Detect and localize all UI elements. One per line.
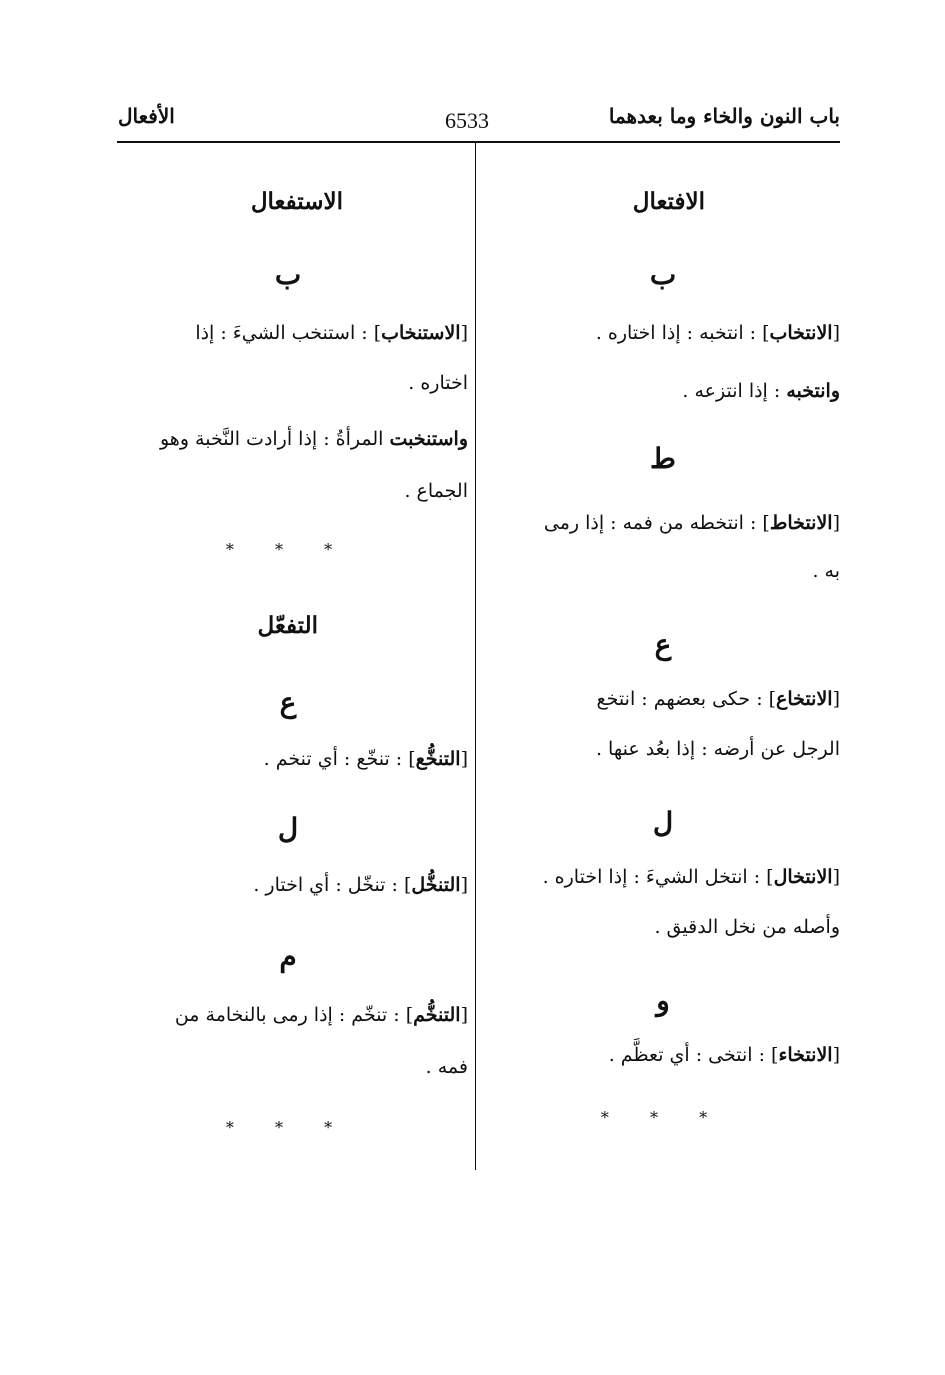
entry-headword: الانتخاع [776,688,833,710]
header-rule [117,141,840,143]
entry-text: : تنخّم : إذا رمى بالنخامة من [174,1004,400,1026]
letter-heading: ل [277,812,299,845]
entry-headword: واستنخبت [389,428,468,450]
entry-headword: الانتخاط [769,512,833,534]
header-chapter-title: باب النون والخاء وما بعدهما [608,104,840,128]
section-separator: * * * [225,540,351,559]
entry: [الانتخاع] : حكى بعضهم : انتخع [596,688,840,710]
entry-text: : انتخطه من فمه : إذا رمى [543,512,757,534]
entry: [الانتخاط] : انتخطه من فمه : إذا رمى [543,512,840,534]
entry-text: : إذا انتزعه . [682,380,781,402]
entry-headword: وانتخبه [786,380,840,402]
letter-heading: ع [279,686,297,719]
entry-text: : انتخبه : إذا اختاره . [595,322,757,344]
entry: [الانتخاء] : انتخى : أي تعظَّم . [608,1044,840,1066]
section-separator: * * * [600,1108,726,1127]
letter-heading: م [279,940,297,973]
entry-text: : حكى بعضهم : انتخع [596,688,763,710]
section-title: التفعّل [257,612,318,639]
entry-continuation: الجماع . [404,480,468,502]
entry: [التنخُّع] : تنخّع : أي تنخم . [263,748,468,770]
entry: [الانتخال] : انتخل الشيءَ : إذا اختاره . [542,866,840,888]
entry-headword: الانتخال [773,866,833,888]
entry: [التنخُّل] : تنخّل : أي اختار . [253,874,468,896]
entry: [الاستنخاب] : استنخب الشيءَ : إذا [195,322,468,344]
entry-continuation: به . [812,560,840,582]
entry-headword: التنخُّل [411,874,461,896]
entry-text: المرأةُ : إذا أرادت النَّخبة وهو [159,428,384,450]
entry [682,380,840,402]
section-title: الاستفعال [250,188,343,215]
section-separator: * * * [225,1118,351,1137]
entry-headword: الانتخاء [778,1044,833,1066]
letter-heading: ب [274,258,302,291]
entry-text: : تنخّع : أي تنخم . [263,748,403,770]
entry: [الانتخاب] : انتخبه : إذا اختاره . [595,322,840,344]
letter-heading: و [656,984,670,1017]
entry-text: : انتخل الشيءَ : إذا اختاره . [542,866,761,888]
entry-continuation: اختاره . [408,372,468,394]
letter-heading: ب [649,258,677,291]
entry: [التنخُّم] : تنخّم : إذا رمى بالنخامة من [174,1004,468,1026]
letter-heading: ل [652,806,674,839]
entry-headword: الاستنخاب [381,322,461,344]
section-title: الافتعال [632,188,705,215]
header-section-title: الأفعال [118,104,175,128]
entry-headword: التنخُّع [415,748,461,770]
entry-text: : استنخب الشيءَ : إذا [195,322,368,344]
page-number: 6533 [445,108,489,133]
entry-headword: الانتخاب [769,322,833,344]
entry [160,428,468,450]
entry-continuation: وأصله من نخل الدقيق . [654,916,840,938]
column-divider [475,143,476,1170]
entry-text: : تنخّل : أي اختار . [253,874,398,896]
entry-continuation: فمه . [425,1056,468,1078]
letter-heading: ع [654,628,672,661]
entry-headword: التنخُّم [413,1004,461,1026]
letter-heading: ط [650,442,676,475]
entry-continuation: الرجل عن أرضه : إذا بعُد عنها . [595,738,840,760]
entry-text: : انتخى : أي تعظَّم . [608,1044,765,1066]
